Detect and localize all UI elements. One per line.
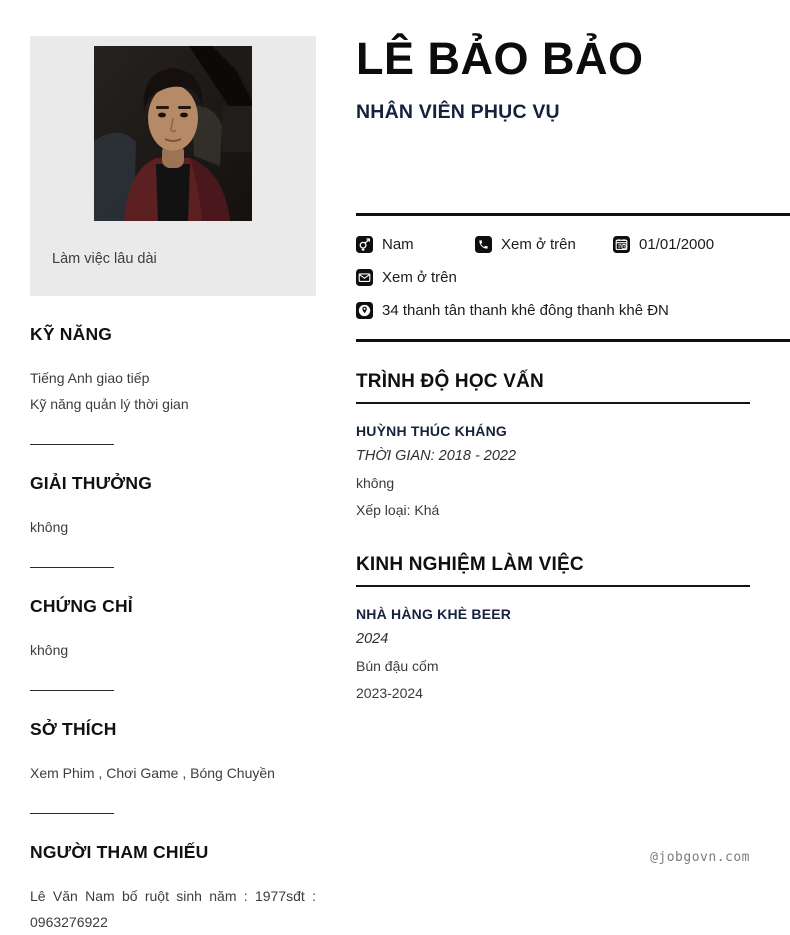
calendar-icon bbox=[613, 236, 630, 253]
contact-block bbox=[356, 213, 790, 342]
section-divider bbox=[30, 813, 114, 814]
section-divider bbox=[30, 444, 114, 445]
contact-gender-value: Nam bbox=[382, 236, 414, 253]
main-column bbox=[356, 33, 790, 935]
sidebar-section-references-title: NGƯỜI THAM CHIẾU bbox=[30, 842, 209, 862]
section-divider bbox=[30, 567, 114, 568]
experience-period: 2024 bbox=[356, 631, 389, 647]
education-section bbox=[356, 371, 790, 518]
sidebar-section-certificates-title: CHỨNG CHỈ bbox=[30, 596, 133, 616]
sidebar-section-awards-title: GIẢI THƯỞNG bbox=[30, 473, 153, 493]
award-item: không bbox=[30, 519, 69, 535]
education-school: HUỲNH THÚC KHÁNG bbox=[356, 423, 507, 439]
contact-gender bbox=[356, 228, 475, 261]
contact-email bbox=[356, 261, 790, 294]
contact-address bbox=[356, 294, 790, 327]
experience-duration: 2023-2024 bbox=[356, 685, 423, 701]
contact-birthday-value: 01/01/2000 bbox=[639, 236, 715, 253]
hobby-item: Xem Phim , Chơi Game , Bóng Chuyền bbox=[30, 765, 275, 781]
sidebar-section-skills-title: KỸ NĂNG bbox=[30, 324, 113, 344]
sidebar bbox=[30, 36, 316, 935]
reference-item: Lê Văn Nam bố ruột sinh năm : 1977sđt : 0963276922 bbox=[30, 888, 316, 930]
sidebar-section-hobbies-title: SỞ THÍCH bbox=[30, 719, 117, 739]
section-divider bbox=[30, 690, 114, 691]
photo-caption: Làm việc lâu dài bbox=[52, 251, 157, 267]
phone-icon bbox=[475, 236, 492, 253]
candidate-job-title: NHÂN VIÊN PHỤC VỤ bbox=[356, 101, 560, 123]
contact-email-value: Xem ở trên bbox=[382, 269, 457, 286]
candidate-name: LÊ BẢO BẢO bbox=[356, 33, 644, 84]
profile-photo bbox=[94, 46, 252, 221]
education-note: không bbox=[356, 475, 395, 491]
education-period: THỜI GIAN: 2018 - 2022 bbox=[356, 448, 517, 464]
experience-role: Bún đậu cốm bbox=[356, 658, 439, 674]
contact-birthday bbox=[613, 228, 790, 261]
contact-phone bbox=[475, 228, 613, 261]
education-heading: TRÌNH ĐỘ HỌC VẤN bbox=[356, 371, 750, 404]
contact-address-value: 34 thanh tân thanh khê đông thanh khê ĐN bbox=[382, 302, 669, 319]
skill-item: Kỹ năng quản lý thời gian bbox=[30, 396, 189, 412]
location-icon bbox=[356, 302, 373, 319]
experience-heading: KINH NGHIỆM LÀM VIỆC bbox=[356, 554, 750, 587]
certificate-item: không bbox=[30, 642, 69, 658]
gender-icon bbox=[356, 236, 373, 253]
experience-section bbox=[356, 554, 790, 701]
education-rank: Xếp loại: Khá bbox=[356, 502, 440, 518]
email-icon bbox=[356, 269, 373, 286]
photo-card bbox=[30, 36, 316, 296]
contact-phone-value: Xem ở trên bbox=[501, 236, 576, 253]
watermark: @jobgovn.com bbox=[650, 850, 750, 865]
skill-item: Tiếng Anh giao tiếp bbox=[30, 370, 150, 386]
experience-company: NHÀ HÀNG KHÈ BEER bbox=[356, 606, 512, 622]
